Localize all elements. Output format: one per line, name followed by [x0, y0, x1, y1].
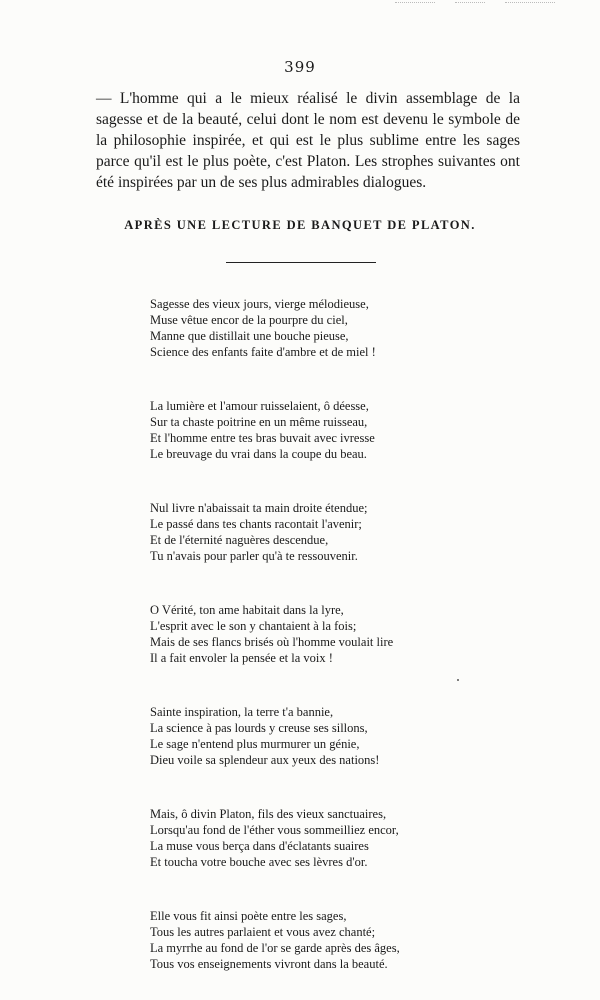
poem-line: O Vérité, ton ame habitait dans la lyre, — [150, 603, 344, 617]
intro-paragraph: — L'homme qui a le mieux réalisé le divin assemblage de la sagesse et de la beauté, celui dont le nom est devenu le symbole de la philosophie inspirée, et qui est le plus sublime entre les sages parce qu'il est le plus poète, c'est Platon. Les strophes suivantes ont été inspirées par un de ses plus admirables dialogues. — [96, 90, 520, 191]
poem-line: Sur ta chaste poitrine en un même ruisseau, — [150, 415, 368, 429]
poem-line: Tu n'avais pour parler qu'à te ressouvenir. — [150, 549, 358, 563]
poem-line: Muse vêtue encor de la pourpre du ciel, — [150, 313, 348, 327]
stanza — [150, 398, 450, 462]
poem-line: La myrrhe au fond de l'or se garde après des âges, — [150, 941, 400, 955]
poem-line: Mais, ô divin Platon, fils des vieux sanctuaires, — [150, 807, 387, 821]
poem-line: La muse vous berça dans d'éclatants suaires — [150, 839, 369, 853]
poem-line: La lumière et l'amour ruisselaient, ô déesse, — [150, 399, 369, 413]
poem-line: Le breuvage du vrai dans la coupe du beau. — [150, 447, 367, 461]
poem-line: Le passé dans tes chants racontait l'avenir; — [150, 517, 362, 531]
poem-heading: APRÈS UNE LECTURE DE BANQUET DE PLATON. — [124, 218, 476, 232]
stanza — [150, 296, 450, 360]
poem-line: Elle vous fit ainsi poète entre les sages, — [150, 909, 347, 923]
poem-line: Nul livre n'abaissait ta main droite étendue; — [150, 501, 368, 515]
poem — [150, 296, 450, 972]
poem-line: Science des enfants faite d'ambre et de miel ! — [150, 345, 376, 359]
poem-line: Manne que distillait une bouche pieuse, — [150, 329, 349, 343]
poem-line: Lorsqu'au fond de l'éther vous sommeilliez encor, — [150, 823, 399, 837]
poem-line: La science à pas lourds y creuse ses sillons, — [150, 721, 368, 735]
poem-line: Tous vos enseignements vivront dans la beauté. — [150, 957, 388, 971]
poem-line: Et de l'éternité naguères descendue, — [150, 533, 329, 547]
poem-line: Et l'homme entre tes bras buvait avec ivresse — [150, 431, 375, 445]
poem-line: Mais de ses flancs brisés où l'homme voulait lire — [150, 635, 394, 649]
scan-mark — [395, 2, 435, 3]
poem-line: Sainte inspiration, la terre t'a bannie, — [150, 705, 334, 719]
poem-line: Il a fait envoler la pensée et la voix ! — [150, 651, 333, 665]
scan-mark — [505, 2, 555, 3]
divider-rule — [226, 262, 376, 263]
stanza — [150, 806, 450, 870]
scan-mark — [455, 2, 485, 3]
poem-line: Tous les autres parlaient et vous avez chanté; — [150, 925, 376, 939]
poem-line: Et toucha votre bouche avec ses lèvres d'or. — [150, 855, 368, 869]
page-number: 399 — [284, 58, 316, 76]
poem-line: Sagesse des vieux jours, vierge mélodieuse, — [150, 297, 369, 311]
poem-line: L'esprit avec le son y chantaient à la fois; — [150, 619, 357, 633]
poem-line: Dieu voile sa splendeur aux yeux des nations! — [150, 753, 380, 767]
poem-line: Le sage n'entend plus murmurer un génie, — [150, 737, 360, 751]
ink-speck — [457, 679, 459, 681]
stanza — [150, 908, 450, 972]
stanza — [150, 500, 450, 564]
stanza — [150, 602, 450, 666]
stanza — [150, 704, 450, 768]
